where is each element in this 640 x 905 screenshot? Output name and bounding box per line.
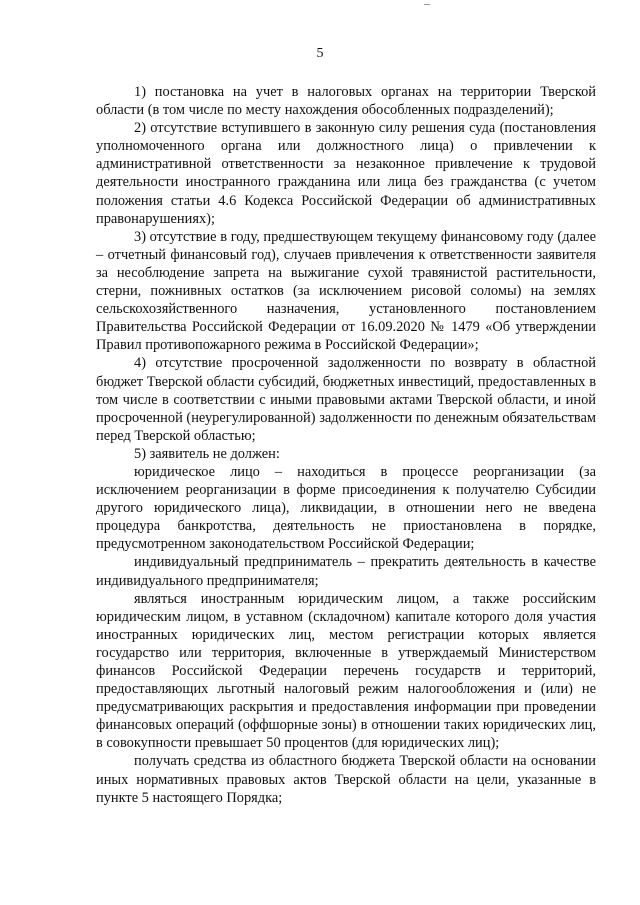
page-number: 5: [316, 46, 324, 61]
document-body: [96, 83, 596, 807]
paragraph-item-1: 1) постановка на учет в налоговых органах на территории Тверской области (в том числе по месту нахождения обособленных подразделений);: [96, 84, 596, 119]
scan-mark: [424, 4, 430, 5]
paragraph-legal-entity: юридическое лицо – находиться в процессе реорганизации (за исключением реорганизации в форме присоединения к получателю Субсидии другого юридического лица), ликвидации, в отношении него не введена процедура банкротства, деятельность не приостановлена в порядке, предусмотренном законодательством Российской Федерации;: [96, 463, 596, 553]
paragraph-item-3: 3) отсутствие в году, предшествующем текущему финансовому году (далее – отчетный финансовый год), случаев привлечения к ответственности заявителя за несоблюдение запрета на выжигание сухой травянистой растительности, стерни, пожнивных остатков (за исключением рисовой соломы) на землях сельскохозяйственного назначения, установленного постановлением Правительства Российской Федерации от 16.09.2020 № 1479 «Об утверждении Правил противопожарного режима в Российской Федерации»;: [96, 228, 596, 354]
paragraph-foreign-entity: являться иностранным юридическим лицом, а также российским юридическим лицом, в уставном (складочном) капитале которого доля участия иностранных юридических лиц, местом регистрации которых является государство или территория, включенные в утверждаемый Министерством финансов Российской Федерации перечень государств и территорий, предоставляющих льготный налоговый режим налогообложения и (или) не предусматривающих раскрытия и предоставления информации при проведении финансовых операций (оффшорные зоны) в отношении таких юридических лиц, в совокупности превышает 50 процентов (для юридических лиц);: [96, 590, 596, 752]
paragraph-item-2: 2) отсутствие вступившего в законную силу решения суда (постановления уполномоченного органа или должностного лица) о привлечении к административной ответственности за незаконное привлечение к трудовой деятельности иностранного гражданина или лица без гражданства (с учетом положения статьи 4.6 Кодекса Российской Федерации об административных правонарушениях);: [96, 120, 596, 227]
paragraph-item-4: 4) отсутствие просроченной задолженности по возврату в областной бюджет Тверской области субсидий, бюджетных инвестиций, предоставленных в том числе в соответствии с иными правовыми актами Тверской области, и иной просроченной (неурегулированной) задолженности по денежным обязательствам перед Тверской областью;: [96, 355, 596, 444]
paragraph-other-funds: получать средства из областного бюджета Тверской области на основании иных нормативных правовых актов Тверской области на цели, указанные в пункте 5 настоящего Порядка;: [96, 753, 596, 806]
paragraph-individual-entrepreneur: индивидуальный предприниматель – прекратить деятельность в качестве индивидуального предпринимателя;: [96, 554, 596, 589]
paragraph-item-5: 5) заявитель не должен:: [134, 445, 280, 462]
